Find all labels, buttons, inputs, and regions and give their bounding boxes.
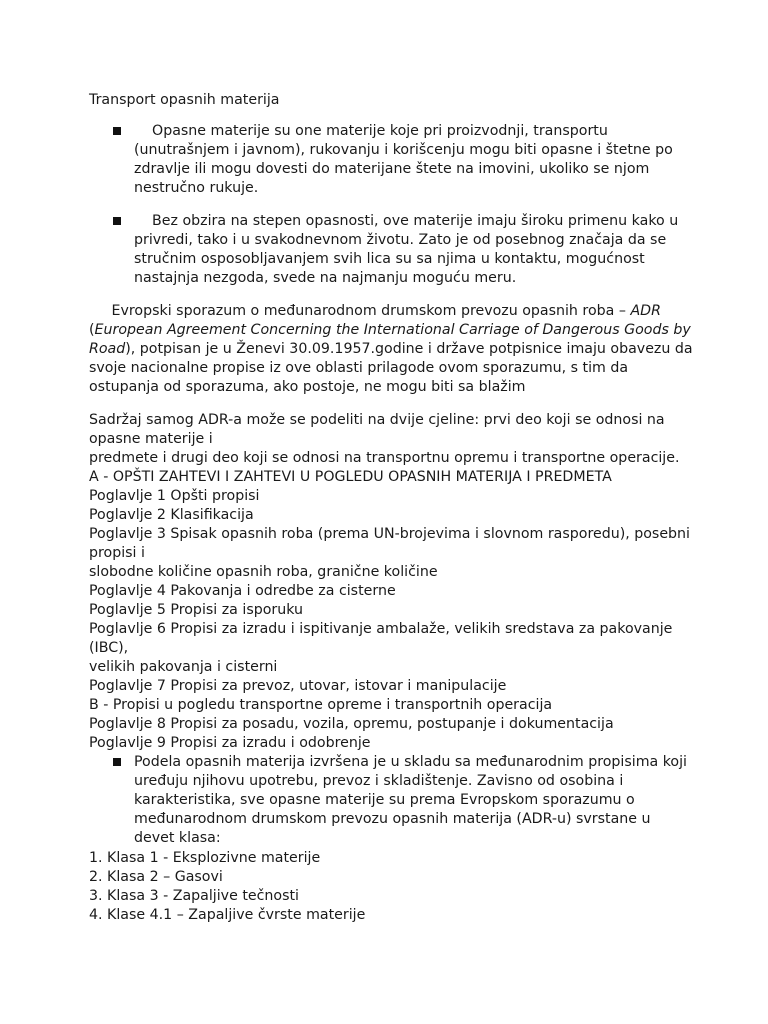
class-item: 3. Klasa 3 - Zapaljive tečnosti [89, 888, 299, 904]
adr-full-name-end: Road [89, 341, 126, 357]
bullet1-line-1: Opasne materije su one materije koje pri proizvodnji, transportu [134, 123, 608, 139]
chapter-line: Poglavlje 4 Pakovanja i odredbe za cisterne [89, 583, 396, 599]
bullet2-line-3: stručnim osposobljavanjem svih lica su sa njima u kontaktu, mogućnost [134, 251, 645, 267]
chapter-line: Poglavlje 6 Propisi za izradu i ispitivanje ambalaže, velikih sredstava za pakovanje [89, 621, 673, 637]
bullet2-line-4: nastajnja nezgoda, svede na najmanju moguću meru. [134, 270, 517, 286]
adr-paragraph-line-5: ostupanja od sporazuma, ako postoje, ne mogu biti sa blažim [89, 379, 526, 395]
open-paren: ( [89, 322, 95, 338]
bullet1-line-4: nestručno rukuje. [134, 180, 259, 196]
chapter-line: Poglavlje 9 Propisi za izradu i odobrenje [89, 735, 371, 751]
chapter-line: (IBC), [89, 640, 129, 656]
content-line: opasne materije i [89, 431, 213, 447]
chapter-line: slobodne količine opasnih roba, granične količine [89, 564, 438, 580]
bullet3-line-3: karakteristika, sve opasne materije su prema Evropskom sporazumu o [134, 792, 635, 808]
content-line: predmete i drugi deo koji se odnosi na transportnu opremu i transportne operacije. [89, 450, 680, 466]
adr-signed-text: ), potpisan je u Ženevi 30.09.1957.godine i države potpisnice imaju obavezu da [125, 341, 693, 357]
class-item: 1. Klasa 1 - Eksplozivne materije [89, 850, 321, 866]
adr-paragraph-line-1 [89, 302, 661, 321]
bullet2-line-2: privredi, tako i u svakodnevnom životu. Zato je od posebnog značaja da se [134, 232, 667, 248]
adr-paragraph-line-3 [89, 340, 693, 359]
bullet3-line-5: devet klasa: [134, 830, 221, 846]
bullet-square-icon [113, 127, 121, 135]
adr-intro-text: Evropski sporazum o međunarodnom drumskom prevozu opasnih roba – [89, 303, 631, 319]
chapter-line: velikih pakovanja i cisterni [89, 659, 278, 675]
bullet3-line-2: uređuju njihovu upotrebu, prevoz i skladištenje. Zavisno od osobina i [134, 773, 624, 789]
bullet1-line-3: zdravlje ili mogu dovesti do materijane štete na imovini, ukoliko se njom [134, 161, 650, 177]
bullet-square-icon [113, 217, 121, 225]
content-line: Sadržaj samog ADR-a može se podeliti na dvije cjeline: prvi deo koji se odnosi na [89, 412, 665, 428]
section-b-heading: B - Propisi u pogledu transportne opreme i transportnih operacija [89, 697, 553, 713]
adr-paragraph-line-4: svoje nacionalne propise iz ove oblasti prilagode ovom sporazumu, s tim da [89, 360, 629, 376]
section-a-heading: A - OPŠTI ZAHTEVI I ZAHTEVI U POGLEDU OPASNIH MATERIJA I PREDMETA [89, 469, 612, 485]
chapter-line: Poglavlje 5 Propisi za isporuku [89, 602, 303, 618]
chapter-line: Poglavlje 8 Propisi za posadu, vozila, opremu, postupanje i dokumentacija [89, 716, 614, 732]
class-item: 4. Klase 4.1 – Zapaljive čvrste materije [89, 907, 366, 923]
document-title: Transport opasnih materija [89, 92, 280, 108]
adr-paragraph-line-2 [89, 321, 691, 340]
class-item: 2. Klasa 2 – Gasovi [89, 869, 223, 885]
chapter-line: Poglavlje 1 Opšti propisi [89, 488, 260, 504]
bullet3-line-4: međunarodnom drumskom prevozu opasnih materija (ADR-u) svrstane u [134, 811, 651, 827]
bullet1-line-2: (unutrašnjem i javnom), rukovanju i korišcenju mogu biti opasne i štetne po [134, 142, 673, 158]
adr-abbr: ADR [630, 303, 661, 319]
bullet2-line-1: Bez obzira na stepen opasnosti, ove materije imaju široku primenu kako u [134, 213, 679, 229]
adr-full-name: European Agreement Concerning the International Carriage of Dangerous Goods by [94, 322, 691, 338]
bullet3-line-1: Podela opasnih materija izvršena je u skladu sa međunarodnim propisima koji [134, 754, 687, 770]
bullet-square-icon [113, 758, 121, 766]
chapter-line: Poglavlje 7 Propisi za prevoz, utovar, istovar i manipulacije [89, 678, 507, 694]
chapter-line: Poglavlje 3 Spisak opasnih roba (prema UN-brojevima i slovnom rasporedu), posebni [89, 526, 690, 542]
chapter-line: propisi i [89, 545, 145, 561]
chapter-line: Poglavlje 2 Klasifikacija [89, 507, 254, 523]
